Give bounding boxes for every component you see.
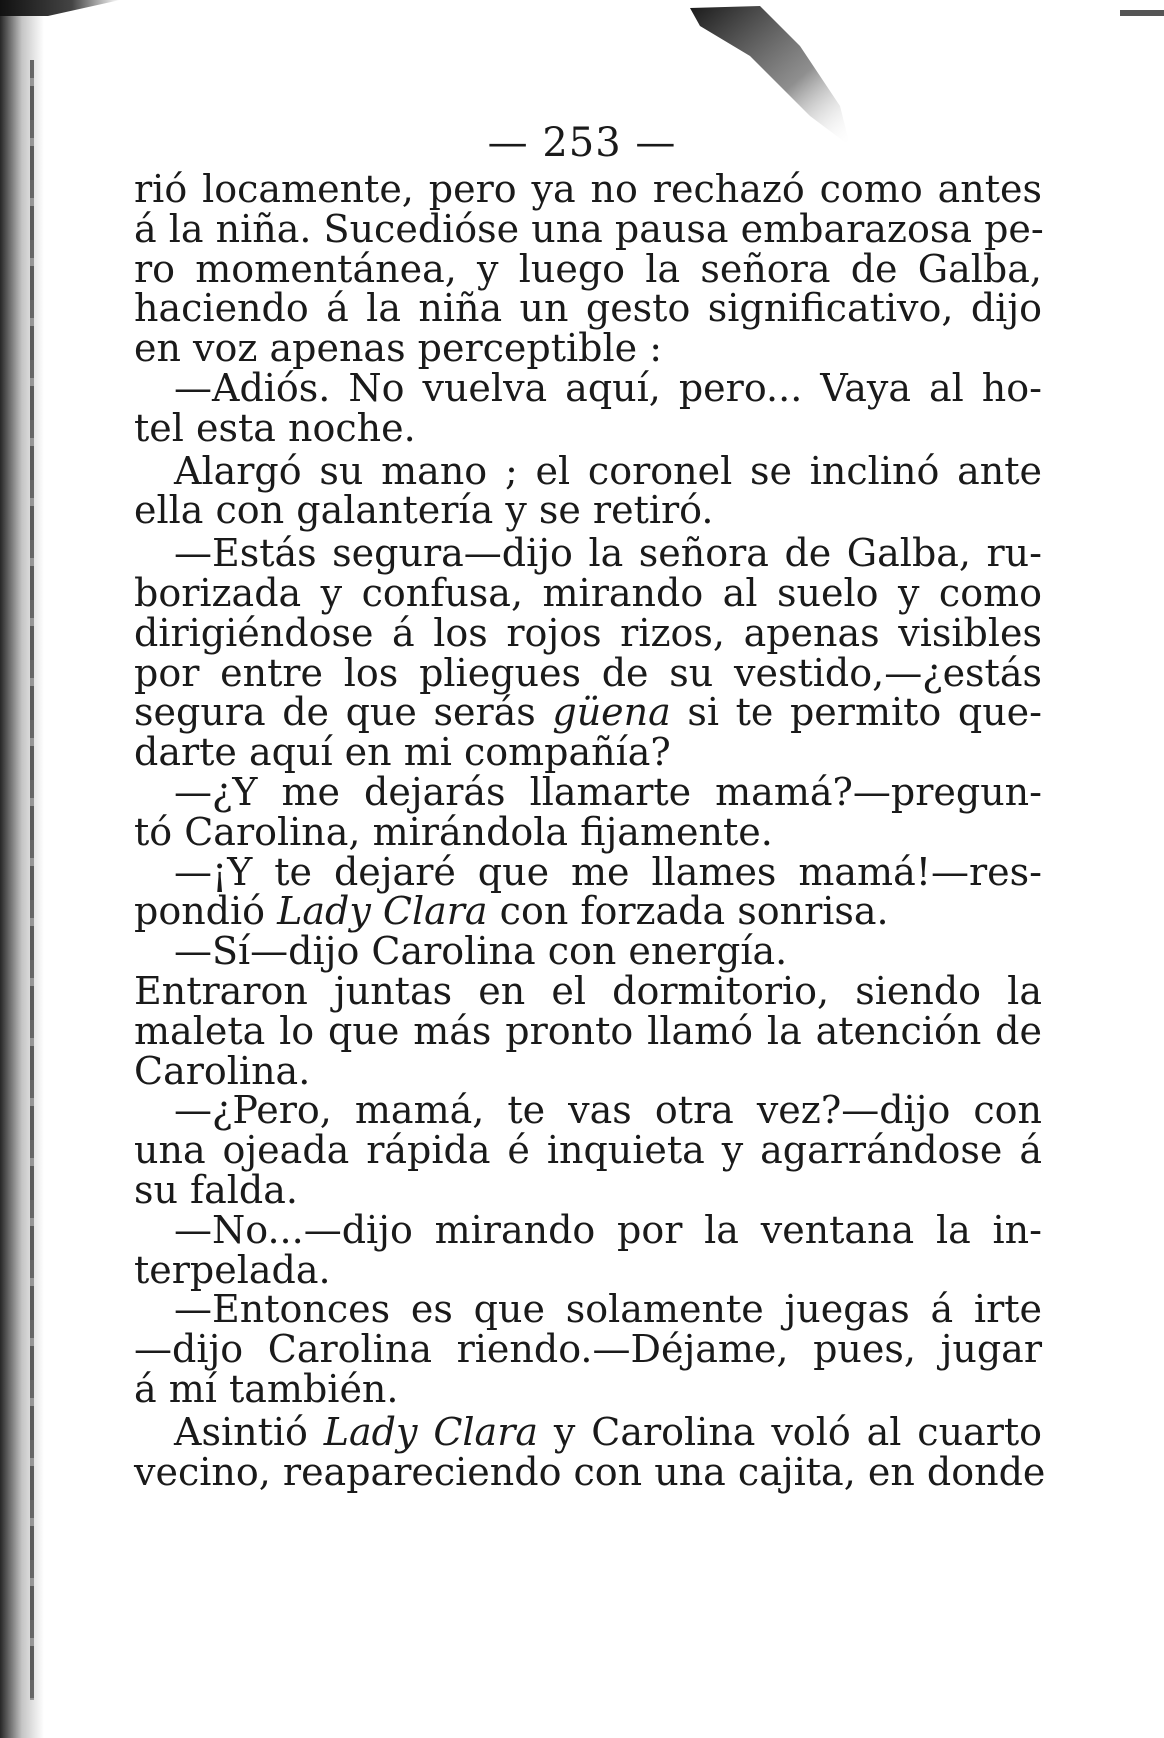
text-line: —Adiós. No vuelva aquí, pero... Vaya al ho-	[174, 365, 1042, 410]
text-line: maleta lo que más pronto llamó la atención de	[134, 1008, 1042, 1053]
text-line: á mí también.	[134, 1366, 399, 1411]
page-number: — 253 —	[487, 120, 677, 166]
text-line: borizada y confusa, mirando al suelo y como	[134, 570, 1042, 615]
binding-streak	[30, 60, 34, 1700]
text-line: ella con galantería y se retiró.	[134, 488, 714, 533]
text-line: terpelada.	[134, 1247, 331, 1292]
text-line: haciendo á la niña un gesto significativo, dijo	[134, 286, 1042, 331]
text-line: vecino, reapareciendo con una cajita, en donde	[134, 1449, 1046, 1494]
text-line: —Estás segura—dijo la señora de Galba, ru-	[174, 531, 1042, 576]
text-line: —No...—dijo mirando por la ventana la in-	[174, 1207, 1042, 1252]
text-line: ro momentánea, y luego la señora de Galba,	[134, 246, 1042, 291]
scan-mark-top-left	[0, 0, 120, 16]
text-line: Entraron juntas en el dormitorio, siendo la	[134, 968, 1042, 1013]
binding-shadow	[0, 0, 44, 1738]
text-line	[134, 690, 1042, 735]
text-line: tó Carolina, mirándola fijamente.	[134, 809, 773, 854]
text-line: tel esta noche.	[134, 405, 416, 450]
text-segment: segura de que serás	[134, 690, 553, 735]
text-line: en voz apenas perceptible :	[134, 326, 663, 371]
text-line: rió locamente, pero ya no rechazó como antes	[134, 167, 1042, 211]
text-line: —¿Pero, mamá, te vas otra vez?—dijo con	[174, 1088, 1042, 1133]
text-line: dirigiéndose á los rojos rizos, apenas visibles	[134, 610, 1042, 655]
text-line: Carolina.	[134, 1048, 311, 1093]
text-line: por entre los pliegues de su vestido,—¿estás	[134, 650, 1042, 695]
scan-mark-top-right	[1120, 10, 1164, 16]
text-line: —¿Y me dejarás llamarte mamá?—pregun-	[174, 769, 1042, 814]
text-line: —¡Y te dejaré que me llames mamá!—res-	[174, 849, 1042, 894]
text-line: —Entonces es que solamente juegas á irte	[174, 1287, 1042, 1332]
text-line: Alargó su mano ; el coronel se inclinó ante	[174, 448, 1042, 493]
body-text	[134, 167, 1046, 1494]
text-line	[134, 1409, 1043, 1454]
text-segment: con forzada sonrisa.	[487, 889, 889, 934]
text-line	[134, 889, 1042, 934]
text-segment: y Carolina voló al cuarto	[538, 1409, 1043, 1454]
text-segment: Asintió	[174, 1409, 324, 1454]
italic-name: Lady Clara	[277, 889, 488, 934]
text-line: su falda.	[134, 1167, 298, 1212]
italic-name: Lady Clara	[323, 1409, 539, 1454]
italic-word: güena	[552, 690, 671, 735]
text-line: —dijo Carolina riendo.—Déjame, pues, jugar	[134, 1327, 1042, 1372]
text-segment: si te permito que-	[670, 690, 1042, 735]
text-line: —Sí—dijo Carolina con energía.	[174, 929, 788, 974]
text-line: darte aquí en mi compañía?	[134, 730, 671, 775]
text-line: una ojeada rápida é inquieta y agarrándose á	[134, 1128, 1042, 1173]
text-segment: pondió	[134, 889, 278, 934]
text-line: á la niña. Sucedióse una pausa embarazosa pe-	[134, 206, 1044, 251]
